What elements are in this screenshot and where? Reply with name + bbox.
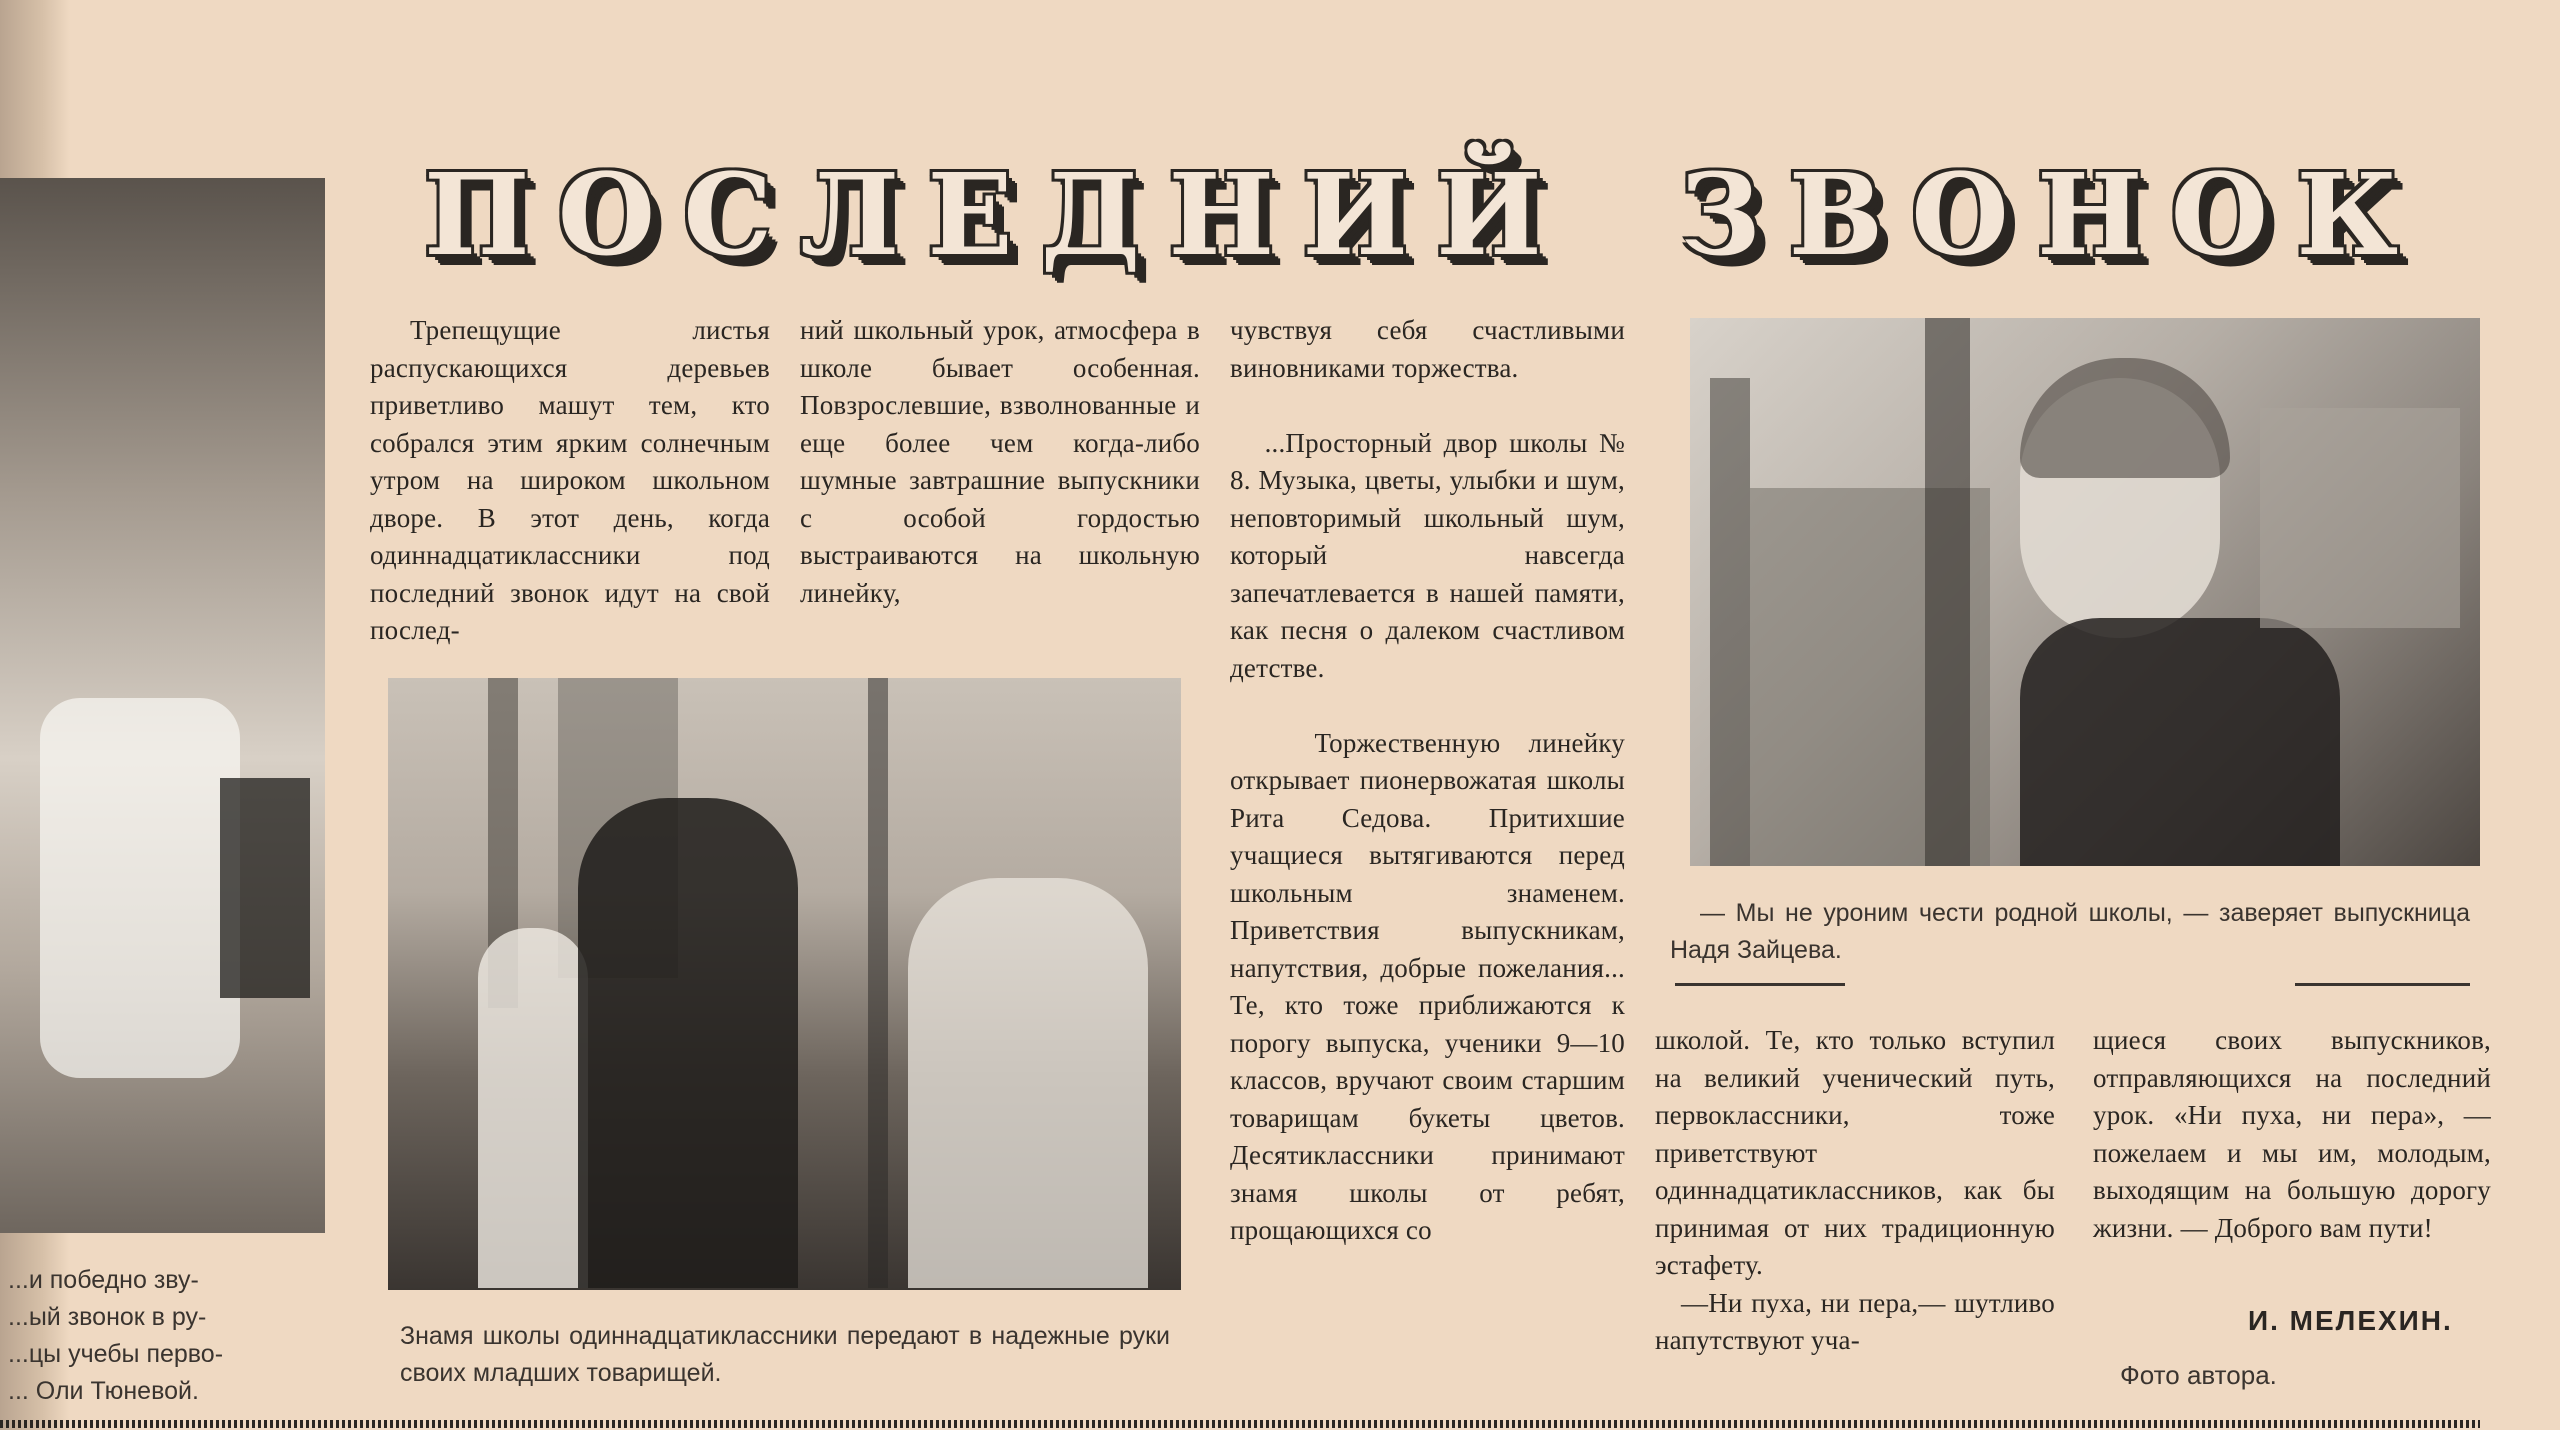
headline <box>423 149 2427 281</box>
author-signature: И. МЕЛЕХИН. <box>2248 1305 2453 1336</box>
right-photo-caption: — Мы не уроним чести родной школы, — заверяет выпускница Надя Зайцева. <box>1670 899 2477 964</box>
left-photo <box>0 178 325 1233</box>
middle-photo-caption: Знамя школы одиннадцатиклассники передают в надежные руки своих младших товарищей. <box>400 1322 1177 1387</box>
left-photo-caption: ...и победно зву- ...ый звонок в ру- ...цы учебы перво- ... Оли Тюневой. <box>8 1266 224 1405</box>
text-column-1: Трепещущие листья распускающихся деревьев приветливо машут тем, кто собрался этим ярким солнечным утром на широком школьном дворе. В этот день, когда одиннадцатиклассники под последний звонок идут на свой послед- <box>370 315 777 645</box>
right-photo <box>1690 318 2480 866</box>
bottom-dotted-rule <box>0 1420 2480 1428</box>
headline-word-1: ПОСЛЕДНИЙ <box>423 149 1570 281</box>
text-column-5: щиеся своих выпускников, отправляющихся на последний урок. «Ни пуха, ни пера», — пожелаем и мы им, молодым, выходящим на большую дорогу жизни. — Доброго вам пути! <box>2093 1025 2498 1243</box>
caption-rule-left <box>1675 983 1845 986</box>
caption-rule-right <box>2295 983 2470 986</box>
text-column-3: чувствуя себя счастливыми виновниками торжества. ...Просторный двор школы № 8. Музыка, цветы, улыбки и шум, неповторимый школьный шум, который навсегда запечатлевается в нашей памяти, как песня о далеком счастливом детстве. Торжественную линейку открывает пионервожатая школы Рита Седова. Притихшие учащиеся вытягиваются перед школьным знаменем. Приветствия выпускникам, напутствия, добрые пожелания... Те, кто тоже приближаются к порогу выпуска, ученики 9—10 классов, вручают своим старшим товарищам букеты цветов. Десятиклассники принимают знамя школы от ребят, прощающихся со <box>1230 315 1625 1245</box>
text-column-2: ний школьный урок, атмосфера в школе бывает особенная. Повзрослевшие, взволнованные и еще более чем когда-либо шумные завтрашние выпускники с особой гордостью выстраиваются на школьную линейку, <box>800 315 1207 608</box>
text-column-4: школой. Те, кто только вступил на великий ученический путь, первоклассники, тоже приветствуют одиннадцатиклассников, как бы принимая от них традиционную эстафету. —Ни пуха, ни пера,— шутливо напутствуют уча- <box>1655 1025 2055 1355</box>
headline-word-2: ЗВОНОК <box>1679 149 2427 281</box>
middle-photo <box>388 678 1181 1290</box>
photo-credit: Фото автора. <box>2120 1360 2277 1390</box>
